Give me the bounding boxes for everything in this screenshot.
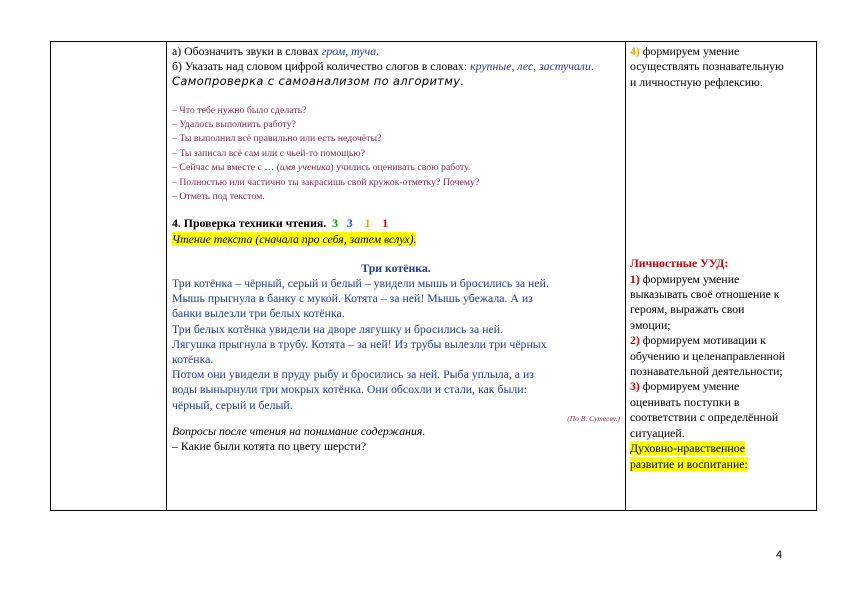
question-part: ) учились оценивать свою работу. bbox=[330, 162, 471, 174]
p3-number: 3) bbox=[630, 379, 640, 394]
item-line: формируем умение bbox=[642, 44, 740, 58]
item-4 bbox=[630, 44, 812, 59]
lesson-table bbox=[50, 41, 817, 511]
page-number: 4 bbox=[776, 549, 783, 561]
item-line: соответствии с определённой bbox=[630, 410, 779, 425]
item-line: выказывать своё отношение к bbox=[630, 287, 780, 302]
item-line: формируем умение bbox=[642, 379, 740, 394]
item-line: формируем мотивации к bbox=[642, 333, 766, 348]
self-check-questions bbox=[172, 104, 620, 205]
item-4-number: 4) bbox=[630, 44, 640, 58]
item-line: эмоции; bbox=[630, 317, 671, 332]
task-a-text: а) Обозначить звуки в словах bbox=[172, 44, 322, 58]
item-line: героям, выражать свои bbox=[630, 302, 745, 317]
section-4-heading bbox=[172, 216, 620, 231]
p1-number: 1) bbox=[630, 271, 640, 286]
task-b-text: б) Указать над словом цифрой количество слогов в словах: bbox=[172, 59, 471, 74]
story-line: Три котёнка – чёрный, серый и белый – увидели мышь и бросились за ней. bbox=[172, 276, 549, 291]
uud-content bbox=[626, 42, 816, 472]
story-line: Лягушка прыгнула в трубу. Котята – за ней! Из трубы вылезли три чёрных bbox=[172, 336, 547, 351]
item-line: ситуацией. bbox=[630, 425, 685, 440]
activity-column-cell bbox=[167, 42, 626, 511]
question-item: – Ты выполнил всё правильно или есть недочёты? bbox=[172, 133, 382, 145]
reading-instruction: Чтение текста (сначала про себя, затем вслух). bbox=[172, 231, 417, 246]
item-line: и личностную рефлексию. bbox=[630, 74, 763, 89]
story-line: банки вылезли три белых котёнка. bbox=[172, 306, 345, 321]
story-text bbox=[172, 276, 620, 413]
question-item: – Что тебе нужно было сделать? bbox=[172, 104, 307, 116]
mark-green: 3 bbox=[332, 216, 339, 231]
story-line: котёнка. bbox=[172, 352, 214, 367]
story-line: Потом они увидели в пруду рыбу и бросились за ней. Рыба уплыла, а из bbox=[172, 367, 534, 382]
item-line: осуществлять познавательную bbox=[630, 59, 784, 74]
story-line: Три белых котёнка увидели на дворе лягушку и бросились за ней. bbox=[172, 321, 503, 336]
section-4-title: 4. Проверка техники чтения. bbox=[172, 216, 327, 231]
question-item: – Отметь под текстом. bbox=[172, 191, 265, 203]
mark-red: 1 bbox=[382, 216, 389, 231]
comprehension-question: – Какие были котята по цвету шерсти? bbox=[172, 439, 367, 454]
story-source: (По В. Сутееву.) bbox=[567, 413, 620, 423]
self-check-heading: Самопроверка с самоанализом по алгоритму. bbox=[172, 74, 465, 89]
question-item: – Ты записал всё сам или с чьей-то помощью? bbox=[172, 147, 365, 159]
spiritual-heading-line1: Духовно-нравственное bbox=[630, 441, 745, 456]
question-item: – Полностью или частично ты закрасишь свой кружок-отметку? Почему? bbox=[172, 176, 480, 188]
story-line: воды вынырнули три мокрых котёнка. Они обсохли и стали, как были: bbox=[172, 382, 527, 397]
mark-blue: 3 bbox=[346, 216, 353, 231]
task-b bbox=[172, 59, 620, 74]
item-line: формируем умение bbox=[642, 271, 740, 286]
mark-orange: 1 bbox=[364, 216, 371, 231]
stage-column-cell bbox=[51, 42, 167, 511]
task-a-words: гром, туча bbox=[321, 44, 377, 58]
question-item bbox=[172, 161, 620, 175]
uud-column-cell bbox=[626, 42, 817, 511]
story-line: Мышь прыгнула в банку с мукой. Котята – за ней! Мышь убежала. А из bbox=[172, 291, 533, 306]
story-title: Три котёнка. bbox=[361, 260, 431, 275]
item-line: познавательной деятельности; bbox=[630, 364, 783, 379]
item-line: оценивать поступки в bbox=[630, 394, 740, 409]
p2-number: 2) bbox=[630, 333, 640, 348]
task-a bbox=[172, 44, 620, 59]
task-a-end: . bbox=[376, 44, 380, 58]
question-item: – Удалось выполнить работу? bbox=[172, 119, 296, 131]
activity-content bbox=[167, 42, 625, 454]
story-line: чёрный, серый и белый. bbox=[172, 397, 293, 412]
comprehension-heading: Вопросы после чтения на понимание содержания. bbox=[172, 423, 426, 438]
spiritual-heading-line2: развитие и воспитание: bbox=[630, 456, 748, 471]
task-b-end: . bbox=[590, 59, 594, 74]
item-line: обучению и целенаправленной bbox=[630, 348, 786, 363]
student-name-placeholder: имя ученика bbox=[279, 162, 331, 174]
task-b-words: крупные, лес, застучали bbox=[470, 59, 591, 74]
question-part: – Сейчас мы вместе с … ( bbox=[172, 162, 280, 174]
personal-uud-heading: Личностные УУД: bbox=[630, 256, 729, 271]
